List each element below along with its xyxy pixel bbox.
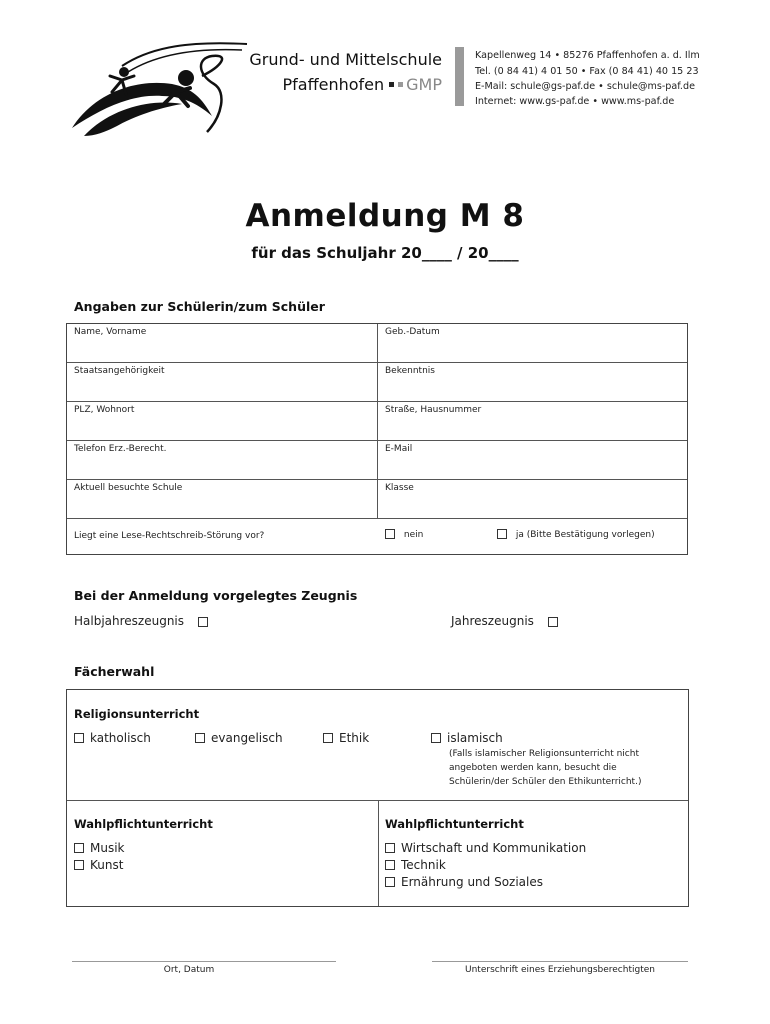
half-year-checkbox[interactable] (198, 617, 208, 627)
religion-option-catholic[interactable] (74, 731, 151, 745)
contact-address: Kapellenweg 14 • 85276 Pfaffenhofen a. d. Ilm (475, 50, 700, 61)
catholic-label: katholisch (90, 731, 151, 745)
ethics-checkbox[interactable] (323, 733, 333, 743)
religion-heading: Religionsunterricht (74, 707, 200, 721)
islamic-note: (Falls islamischer Religionsunterricht nicht angeboten werden kann, besucht die Schülerin/der Schüler den Ethikunterricht.) (449, 749, 642, 787)
lrs-options (378, 519, 687, 554)
full-year-option (451, 614, 558, 628)
signature-line[interactable] (432, 961, 688, 962)
islamic-checkbox[interactable] (431, 733, 441, 743)
half-year-option (74, 614, 208, 628)
student-section-heading: Angaben zur Schülerin/zum Schüler (74, 299, 325, 314)
contact-web: Internet: www.gs-paf.de • www.ms-paf.de (475, 96, 675, 107)
art-checkbox[interactable] (74, 860, 84, 870)
table-row (67, 402, 687, 441)
table-row (67, 480, 687, 519)
subjects-section-heading: Fächerwahl (74, 664, 155, 679)
birthdate-field[interactable]: Geb.-Datum (385, 327, 440, 337)
elective-option-music[interactable] (74, 841, 125, 855)
catholic-checkbox[interactable] (74, 733, 84, 743)
street-field[interactable]: Straße, Hausnummer (385, 405, 482, 415)
email-field[interactable]: E-Mail (385, 444, 413, 454)
music-label: Musik (90, 841, 125, 855)
school-year-line: für das Schuljahr 20____ / 20____ (251, 244, 519, 262)
contact-email: E-Mail: schule@gs-paf.de • schule@ms-paf.de (475, 81, 695, 92)
table-row (67, 363, 687, 402)
religion-option-protestant[interactable] (195, 731, 283, 745)
elective-option-economics[interactable] (385, 841, 586, 855)
technology-label: Technik (401, 858, 446, 872)
religion-option-islamic[interactable] (431, 731, 503, 745)
nationality-field[interactable]: Staatsangehörigkeit (67, 363, 378, 401)
school-name-line2 (283, 75, 443, 94)
elective-left-heading: Wahlpflichtunterricht (74, 817, 213, 831)
table-row (67, 324, 687, 363)
ethics-label: Ethik (339, 731, 370, 745)
name-field[interactable]: Name, Vorname (67, 324, 378, 362)
full-year-label: Jahreszeugnis (451, 614, 534, 628)
school-town: Pfaffenhofen (282, 75, 385, 94)
half-year-label: Halbjahreszeugnis (74, 614, 185, 628)
music-checkbox[interactable] (74, 843, 84, 853)
lrs-yes-label: ja (Bitte Bestätigung vorlegen) (515, 529, 655, 540)
full-year-checkbox[interactable] (548, 617, 558, 627)
lrs-yes-option (497, 529, 655, 540)
column-divider (378, 800, 379, 906)
religion-denomination-field[interactable]: Bekenntnis (385, 366, 435, 376)
place-date-label: Ort, Datum (163, 965, 215, 975)
subjects-box (66, 689, 689, 907)
protestant-checkbox[interactable] (195, 733, 205, 743)
lrs-question: Liegt eine Lese-Rechtschreib-Störung vor? (74, 531, 265, 541)
economics-label: Wirtschaft und Kommunikation (401, 841, 587, 855)
nutrition-checkbox[interactable] (385, 877, 395, 887)
lrs-no-checkbox[interactable] (385, 529, 395, 539)
class-field[interactable]: Klasse (385, 483, 414, 493)
nutrition-label: Ernährung und Soziales (401, 875, 544, 889)
square-bullet-icon (389, 82, 394, 87)
school-logo (62, 36, 252, 144)
guardian-phone-field[interactable]: Telefon Erz.-Berecht. (67, 441, 378, 479)
current-school-field[interactable]: Aktuell besuchte Schule (67, 480, 378, 518)
lrs-no-label: nein (403, 529, 424, 540)
table-row (67, 519, 687, 554)
zip-city-field[interactable]: PLZ, Wohnort (67, 402, 378, 440)
technology-checkbox[interactable] (385, 860, 395, 870)
school-abbrev: GMP (406, 75, 442, 94)
protestant-label: evangelisch (211, 731, 283, 745)
economics-checkbox[interactable] (385, 843, 395, 853)
header-divider (455, 47, 464, 106)
elective-option-nutrition[interactable] (385, 875, 543, 889)
certificate-section-heading: Bei der Anmeldung vorgelegtes Zeugnis (74, 588, 358, 603)
place-date-line[interactable] (72, 961, 336, 962)
elective-option-art[interactable] (74, 858, 123, 872)
religion-option-ethics[interactable] (323, 731, 369, 745)
school-name-line1: Grund- und Mittelschule (249, 50, 442, 69)
signature-label: Unterschrift eines Erziehungsberechtigten (465, 965, 655, 975)
art-label: Kunst (90, 858, 124, 872)
elective-option-technology[interactable] (385, 858, 446, 872)
student-info-table (66, 323, 688, 555)
elective-right-heading: Wahlpflichtunterricht (385, 817, 524, 831)
page-title: Anmeldung M 8 (245, 198, 525, 234)
contact-phone: Tel. (0 84 41) 4 01 50 • Fax (0 84 41) 40 15 23 (475, 66, 699, 77)
lrs-yes-checkbox[interactable] (497, 529, 507, 539)
square-bullet-icon (398, 82, 403, 87)
table-row (67, 441, 687, 480)
islamic-label: islamisch (447, 731, 503, 745)
